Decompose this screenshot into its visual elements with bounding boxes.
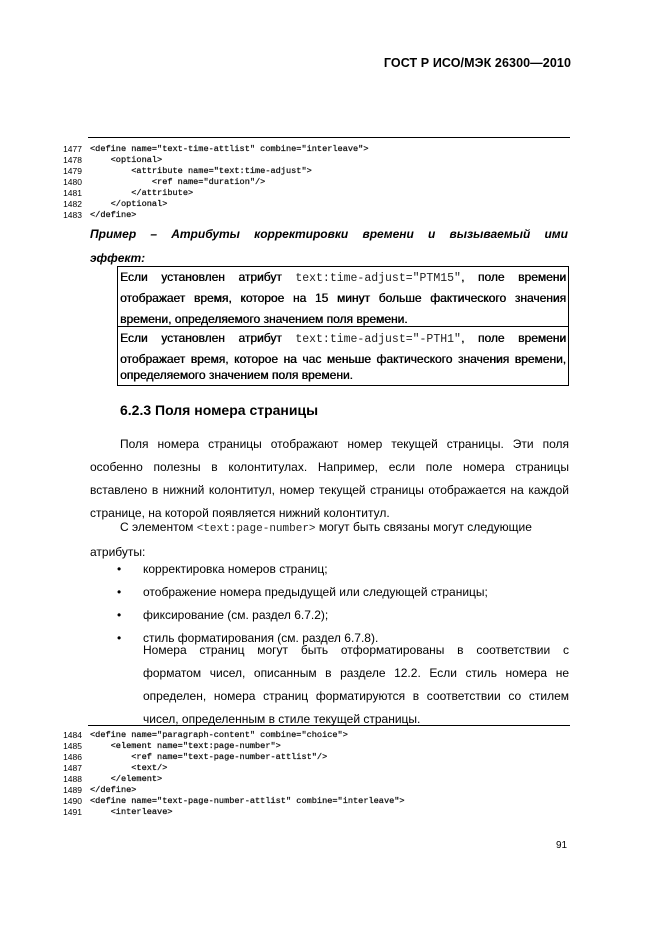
example-box-line: отображает время, которое на 15 минут больше фактического значения	[120, 291, 566, 305]
example-box-separator	[118, 326, 568, 327]
paragraph-line: форматом чисел, описанным в разделе 12.2. Если стиль номера не	[143, 666, 569, 680]
paragraph-number-format	[143, 639, 569, 731]
paragraph-line: особенно полезны в колонтитулах. Например, если поле номера страницы	[90, 460, 569, 474]
page-number: 91	[556, 840, 568, 851]
paragraph-line: Поля номера страницы отображают номер текущей страницы. Эти поля	[120, 437, 569, 451]
example-caption-continuation: эффект:	[90, 251, 146, 265]
paragraph-page-number-fields	[90, 433, 569, 525]
example-box-line: отображает время, которое на час меньше фактического значения времени,	[120, 352, 566, 366]
paragraph-line: С элементом <text:page-number> могут быть связаны могут следующие	[120, 520, 532, 535]
example-box-line: времени, определяемого значением поля времени.	[120, 312, 408, 326]
code-block-top-rule	[88, 137, 570, 138]
code-block-schema-time-attlist: 1477 <define name="text-time-attlist" combine="interleave"> 1478 <optional> 1479 <attribute name="text:time-adjust"> 1480 <ref name="duration"/> 1481 </attribute> 1482 </optional> 1483 </define>	[60, 137, 570, 221]
paragraph-line: атрибуты:	[90, 545, 146, 559]
paragraph-line: чисел, определенным в стиле текущей страницы.	[143, 712, 421, 726]
paragraph-line: странице, на которой появляется нижний колонтитул.	[90, 506, 390, 520]
example-box-line: Если установлен атрибут text:time-adjust="-PTH1", поле времени	[120, 331, 567, 346]
code-block-schema-page-number: 1484 <define name="paragraph-content" combine="choice"> 1485 <element name="text:page-number"> 1486 <ref name="text-page-number-attlist"/> 1487 <text/> 1488 </element> 1489 </define> 1490 <define name="text-page-number-attlist" combine="interleave"> 1491 <interleave>	[60, 725, 570, 819]
example-box-line: Если установлен атрибут text:time-adjust="PTM15", поле времени	[120, 270, 567, 285]
section-heading: 6.2.3 Поля номера страницы	[120, 402, 319, 418]
document-header-title: ГОСТ Р ИСО/МЭК 26300—2010	[383, 56, 571, 70]
paragraph-line: Номера страниц могут быть отформатированы в соответствии с	[143, 643, 569, 657]
paragraph-attributes-intro	[90, 516, 569, 564]
paragraph-line: вставлено в нижний колонтитул, номер текущей страницы отображается на каждой	[90, 483, 569, 497]
paragraph-line: определен, номера страниц форматируются в соответствии со стилем	[143, 689, 569, 703]
example-box	[117, 266, 569, 386]
example-box-line: определяемого значением поля времени.	[120, 368, 353, 382]
example-caption: Пример – Атрибуты корректировки времени и вызываемый ими	[90, 227, 568, 241]
code-block-top-rule	[88, 725, 570, 726]
